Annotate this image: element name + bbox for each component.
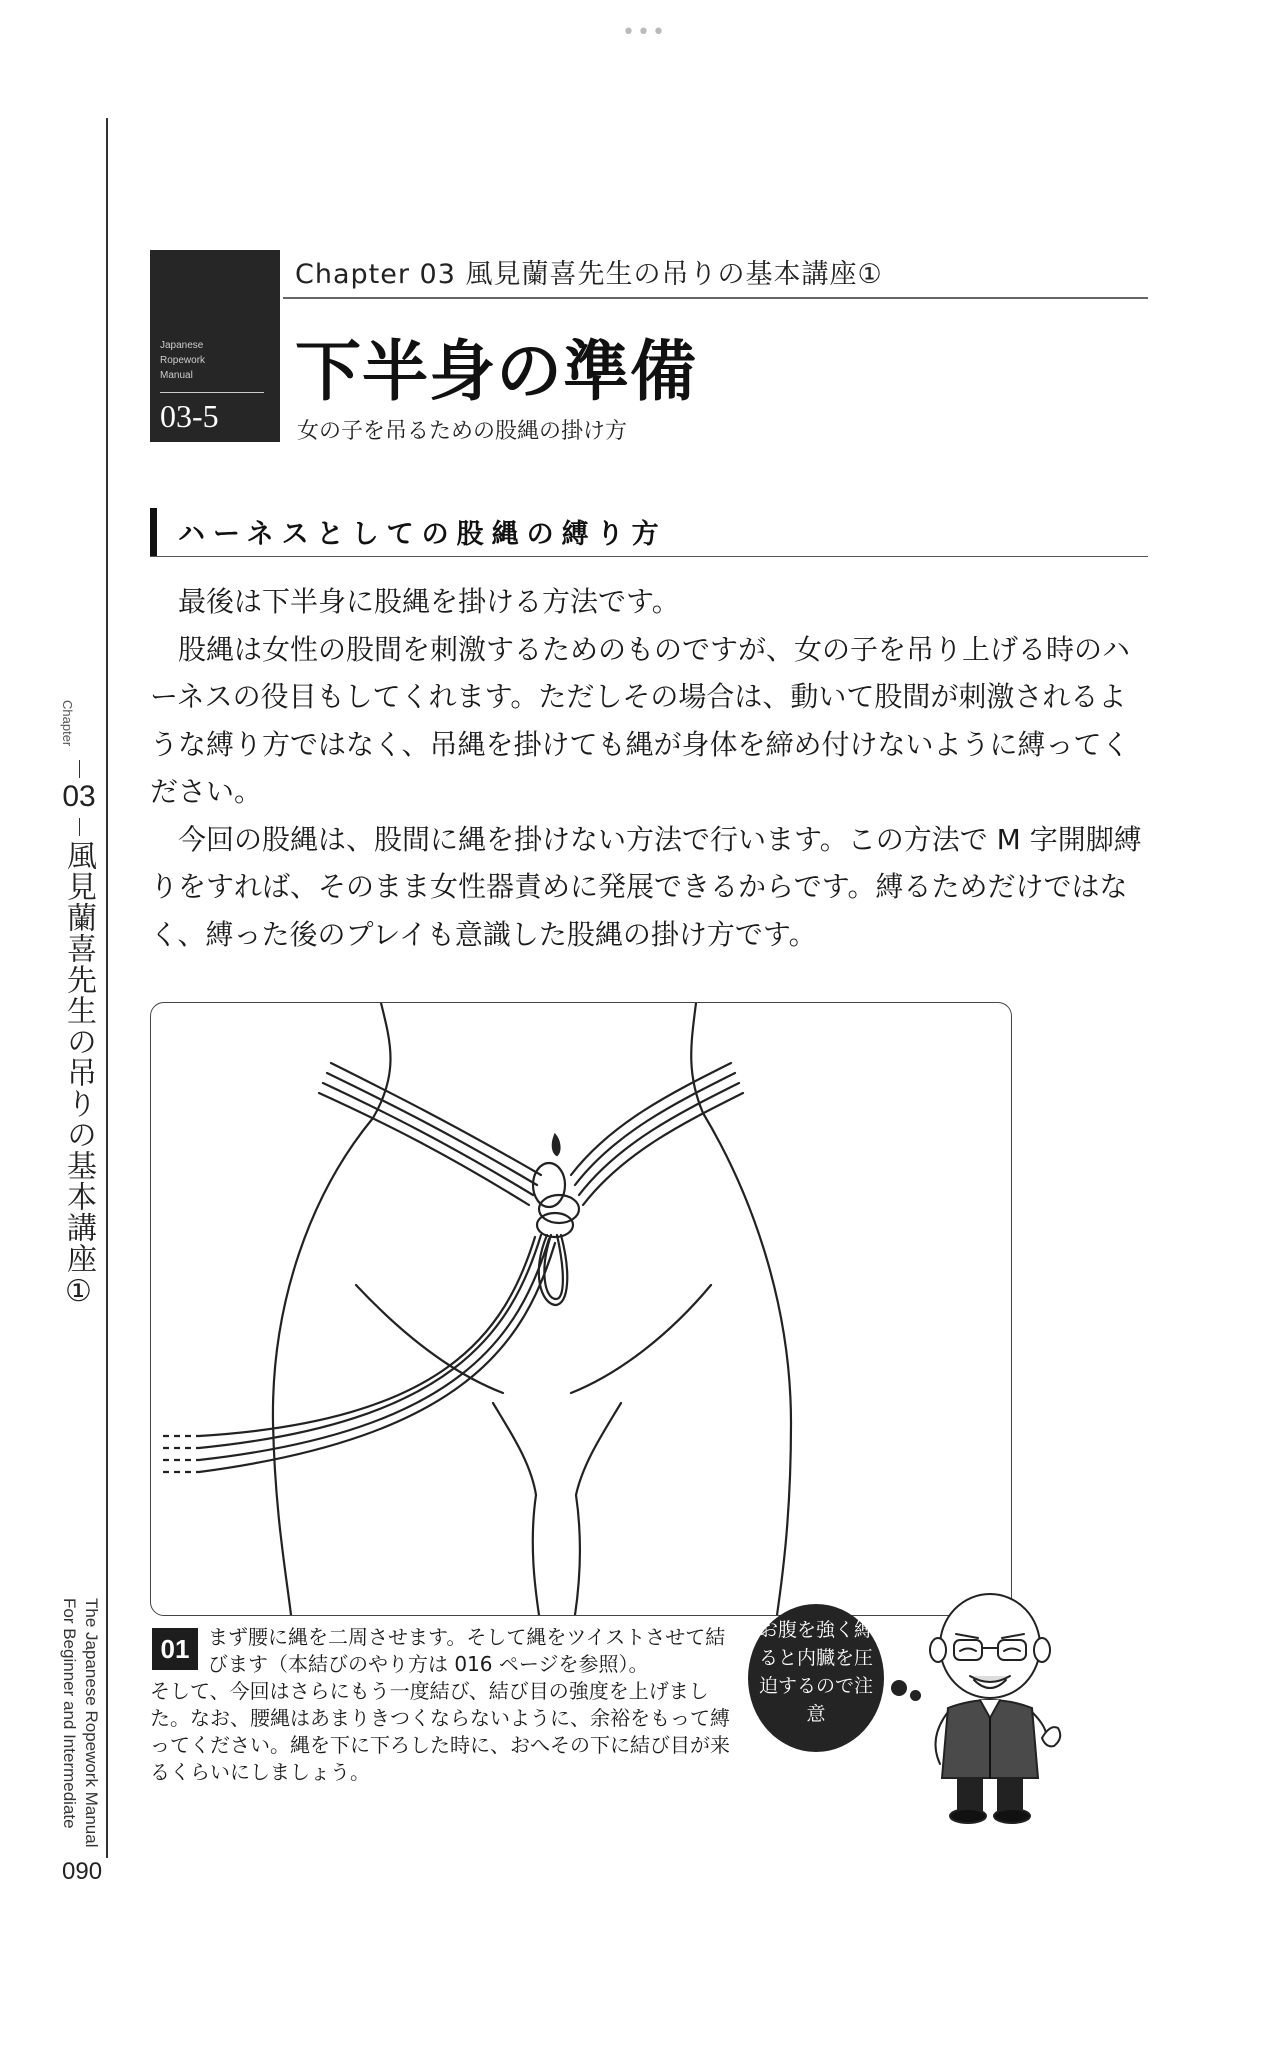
page-subtitle: 女の子を吊るための股縄の掛け方 [297, 419, 628, 444]
block-caption-line: Japanese [160, 340, 204, 351]
chapter-heading: Chapter 03 風見蘭喜先生の吊りの基本講座① [295, 259, 883, 290]
block-caption-line: Manual [160, 370, 193, 381]
body-paragraph: 今回の股縄は、股間に縄を掛けない方法で行います。この方法で M 字開脚縛りをすれば、そのまま女性器責めに発展できるからです。縛るためだけではなく、縛った後のプレイも意識した股縄の掛け方です。 [150, 822, 1142, 951]
tip-bubble-text: お腹を強く縛ると内臓を圧迫するので注意 [758, 1619, 873, 1725]
illustration-frame [150, 1002, 1012, 1616]
page-title: 下半身の準備 [295, 333, 697, 410]
body-paragraph: 最後は下半身に股縄を掛ける方法です。 [178, 585, 680, 618]
margin-rule [106, 118, 108, 1858]
section-heading: ハーネスとしての股縄の縛り方 [178, 519, 667, 550]
body-paragraph: 股縄は女性の股間を刺激するためのものですが、女の子を吊り上げる時のハーネスの役目もしてくれます。ただしその場合は、動いて股間が刺激されるような縛り方ではなく、吊縄を掛けても縄が身体を締め付けないように縛ってください。 [150, 632, 1131, 808]
side-chapter-label: Chapter [60, 700, 75, 747]
block-caption [160, 338, 205, 383]
header-divider [283, 297, 1148, 299]
rope-harness-illustration [151, 1003, 1011, 1615]
page-number: 090 [62, 1858, 103, 1885]
thought-dot [891, 1680, 907, 1696]
side-divider [79, 760, 80, 778]
side-chapter-number: 03 [62, 780, 96, 813]
step-caption-lead: まず腰に縄を二周させます。そして縄をツイストさせて結びます（本結びのやり方は 016 ページを参照）。 [208, 1625, 726, 1676]
more-indicator: ••• [622, 20, 667, 45]
step-caption: そして、今回はさらにもう一度結び、結び目の強度を上げました。なお、腰縄はあまりきつくならないように、余裕をもって縛ってください。縄を下に下ろした時に、おへその下に結び目が来るくらいにしましょう。 [150, 1679, 730, 1784]
step-number-badge: 01 [152, 1628, 198, 1670]
body-text [150, 578, 1148, 958]
side-english-line: The Japanese Ropework Manual [82, 1598, 101, 1848]
side-divider [79, 818, 80, 836]
section-code: 03-5 [160, 398, 219, 434]
side-english-title [58, 1598, 102, 1847]
section-divider [150, 556, 1148, 557]
side-english-line: For Beginner and Intermediate [60, 1598, 79, 1829]
block-divider [160, 392, 264, 393]
side-chapter-title: 風見蘭喜先生の吊りの基本講座① [61, 840, 96, 1310]
section-marker [150, 508, 157, 556]
instructor-character-illustration [918, 1588, 1068, 1824]
block-caption-line: Ropework [160, 355, 206, 366]
